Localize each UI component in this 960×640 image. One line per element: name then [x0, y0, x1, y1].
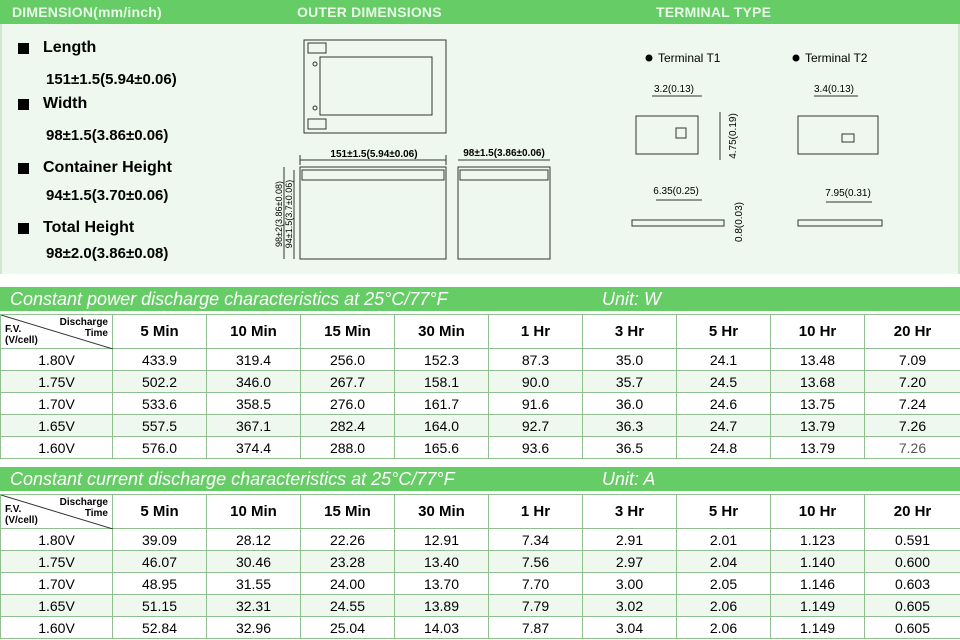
value-cell: 24.1	[677, 349, 771, 371]
column-header: 5 Hr	[677, 495, 771, 529]
value-cell: 557.5	[113, 415, 207, 437]
value-cell: 282.4	[301, 415, 395, 437]
table-row	[1, 415, 960, 437]
container-height-dimension-label: 94±1.5(3.7±0.06)	[284, 179, 294, 249]
terminal-t1-drawing	[636, 96, 720, 160]
corner-label-time: Time	[84, 328, 108, 339]
value-cell: 7.26	[865, 415, 960, 437]
value-cell: 256.0	[301, 349, 395, 371]
table-row	[1, 573, 960, 595]
spec-value: 98±1.5(3.86±0.06)	[46, 127, 169, 144]
value-cell: 1.123	[771, 529, 865, 551]
t1-side-dimension: 4.75(0.19)	[728, 113, 739, 159]
column-header: 3 Hr	[583, 315, 677, 349]
dimension-panel	[0, 24, 960, 274]
outer-dimensions-heading: OUTER DIMENSIONS	[297, 4, 442, 20]
value-cell: 25.04	[301, 617, 395, 639]
terminal-t2-drawing	[798, 96, 878, 154]
value-cell: 91.6	[489, 393, 583, 415]
value-cell: 7.26	[865, 437, 960, 459]
column-header: 5 Min	[113, 495, 207, 529]
technical-drawings	[2, 24, 960, 274]
fv-cell: 1.80V	[1, 349, 113, 371]
value-cell: 3.02	[583, 595, 677, 617]
t1-bottom-dimension: 6.35(0.25)	[653, 186, 699, 197]
spec-value: 98±2.0(3.86±0.08)	[46, 245, 169, 262]
battery-front-view	[284, 155, 446, 259]
value-cell: 358.5	[207, 393, 301, 415]
fv-cell: 1.70V	[1, 393, 113, 415]
spec-label: Length	[43, 39, 97, 56]
fv-cell: 1.75V	[1, 551, 113, 573]
value-cell: 24.5	[677, 371, 771, 393]
value-cell: 31.55	[207, 573, 301, 595]
value-cell: 7.79	[489, 595, 583, 617]
value-cell: 14.03	[395, 617, 489, 639]
power-section-bar	[0, 287, 960, 311]
value-cell: 35.7	[583, 371, 677, 393]
power-section-title: Constant power discharge characteristics at 25°C/77°F	[10, 289, 448, 309]
value-cell: 23.28	[301, 551, 395, 573]
value-cell: 7.87	[489, 617, 583, 639]
column-header: 1 Hr	[489, 495, 583, 529]
terminal-t2-label: Terminal T2	[805, 51, 868, 65]
value-cell: 2.04	[677, 551, 771, 573]
value-cell: 0.605	[865, 617, 960, 639]
value-cell: 1.149	[771, 595, 865, 617]
table-row	[1, 551, 960, 573]
value-cell: 39.09	[113, 529, 207, 551]
value-cell: 36.0	[583, 393, 677, 415]
battery-side-view	[458, 160, 550, 259]
fv-cell: 1.65V	[1, 415, 113, 437]
column-header: 15 Min	[301, 315, 395, 349]
terminal-t1-profile	[632, 200, 724, 226]
value-cell: 92.7	[489, 415, 583, 437]
value-cell: 433.9	[113, 349, 207, 371]
current-section-bar	[0, 467, 960, 491]
column-header: 3 Hr	[583, 495, 677, 529]
value-cell: 2.91	[583, 529, 677, 551]
t2-bottom-dimension: 7.95(0.31)	[825, 188, 871, 199]
fv-cell: 1.80V	[1, 529, 113, 551]
value-cell: 28.12	[207, 529, 301, 551]
value-cell: 2.06	[677, 617, 771, 639]
column-header: 10 Min	[207, 315, 301, 349]
column-header: 15 Min	[301, 495, 395, 529]
value-cell: 2.97	[583, 551, 677, 573]
value-cell: 158.1	[395, 371, 489, 393]
table-row	[1, 437, 960, 459]
value-cell: 152.3	[395, 349, 489, 371]
fv-cell: 1.60V	[1, 437, 113, 459]
value-cell: 502.2	[113, 371, 207, 393]
value-cell: 24.55	[301, 595, 395, 617]
value-cell: 22.26	[301, 529, 395, 551]
column-header: 10 Hr	[771, 315, 865, 349]
value-cell: 24.8	[677, 437, 771, 459]
value-cell: 2.01	[677, 529, 771, 551]
value-cell: 576.0	[113, 437, 207, 459]
value-cell: 2.05	[677, 573, 771, 595]
value-cell: 7.24	[865, 393, 960, 415]
value-cell: 2.06	[677, 595, 771, 617]
value-cell: 35.0	[583, 349, 677, 371]
value-cell: 24.7	[677, 415, 771, 437]
value-cell: 36.3	[583, 415, 677, 437]
fv-cell: 1.75V	[1, 371, 113, 393]
table-row	[1, 371, 960, 393]
value-cell: 30.46	[207, 551, 301, 573]
power-section-unit: Unit: W	[602, 289, 662, 309]
fv-cell: 1.60V	[1, 617, 113, 639]
value-cell: 319.4	[207, 349, 301, 371]
value-cell: 13.79	[771, 415, 865, 437]
value-cell: 164.0	[395, 415, 489, 437]
corner-label-vcell: (V/cell)	[5, 335, 38, 346]
value-cell: 87.3	[489, 349, 583, 371]
value-cell: 7.34	[489, 529, 583, 551]
width-dimension-label: 98±1.5(3.86±0.06)	[463, 148, 545, 159]
t2-top-dimension: 3.4(0.13)	[813, 84, 855, 95]
spec-value: 151±1.5(5.94±0.06)	[46, 71, 177, 88]
value-cell: 533.6	[113, 393, 207, 415]
length-dimension-label: 151±1.5(5.94±0.06)	[330, 149, 418, 160]
column-header: 10 Hr	[771, 495, 865, 529]
t1-thickness-dimension: 0.8(0.03)	[734, 201, 745, 243]
value-cell: 13.48	[771, 349, 865, 371]
column-header: 10 Min	[207, 495, 301, 529]
fv-cell: 1.65V	[1, 595, 113, 617]
value-cell: 46.07	[113, 551, 207, 573]
value-cell: 12.91	[395, 529, 489, 551]
table-header-row	[1, 315, 960, 349]
value-cell: 0.603	[865, 573, 960, 595]
value-cell: 288.0	[301, 437, 395, 459]
value-cell: 90.0	[489, 371, 583, 393]
corner-label-fv: F.V.	[5, 504, 22, 515]
column-header: 20 Hr	[865, 495, 960, 529]
value-cell: 48.95	[113, 573, 207, 595]
spec-label: Width	[43, 95, 88, 112]
value-cell: 36.5	[583, 437, 677, 459]
value-cell: 0.605	[865, 595, 960, 617]
dimension-heading: DIMENSION(mm/inch)	[12, 4, 162, 20]
value-cell: 32.31	[207, 595, 301, 617]
value-cell: 1.140	[771, 551, 865, 573]
table-corner-cell	[1, 495, 113, 529]
value-cell: 24.00	[301, 573, 395, 595]
value-cell: 1.149	[771, 617, 865, 639]
spec-label: Total Height	[43, 219, 135, 236]
current-section-unit: Unit: A	[602, 469, 656, 489]
spec-value: 94±1.5(3.70±0.06)	[46, 187, 169, 204]
top-header-bar	[0, 0, 960, 24]
column-header: 5 Hr	[677, 315, 771, 349]
fv-cell: 1.70V	[1, 573, 113, 595]
value-cell: 3.04	[583, 617, 677, 639]
value-cell: 24.6	[677, 393, 771, 415]
total-height-dimension-label: 98±2(3.86±0.08)	[274, 181, 284, 247]
value-cell: 7.70	[489, 573, 583, 595]
table-row	[1, 595, 960, 617]
value-cell: 7.56	[489, 551, 583, 573]
value-cell: 93.6	[489, 437, 583, 459]
current-discharge-table	[0, 494, 960, 639]
spec-label: Container Height	[43, 159, 172, 176]
value-cell: 0.591	[865, 529, 960, 551]
table-row	[1, 529, 960, 551]
table-row	[1, 349, 960, 371]
value-cell: 52.84	[113, 617, 207, 639]
table-row	[1, 617, 960, 639]
value-cell: 32.96	[207, 617, 301, 639]
column-header: 30 Min	[395, 315, 489, 349]
power-discharge-table	[0, 314, 960, 459]
bullet-icon	[793, 55, 800, 62]
value-cell: 165.6	[395, 437, 489, 459]
table-header-row	[1, 495, 960, 529]
value-cell: 13.89	[395, 595, 489, 617]
value-cell: 7.20	[865, 371, 960, 393]
value-cell: 374.4	[207, 437, 301, 459]
value-cell: 346.0	[207, 371, 301, 393]
value-cell: 7.09	[865, 349, 960, 371]
corner-label-vcell: (V/cell)	[5, 515, 38, 526]
value-cell: 0.600	[865, 551, 960, 573]
table-corner-cell	[1, 315, 113, 349]
value-cell: 13.70	[395, 573, 489, 595]
column-header: 1 Hr	[489, 315, 583, 349]
value-cell: 276.0	[301, 393, 395, 415]
value-cell: 51.15	[113, 595, 207, 617]
column-header: 30 Min	[395, 495, 489, 529]
value-cell: 13.68	[771, 371, 865, 393]
column-header: 5 Min	[113, 315, 207, 349]
value-cell: 267.7	[301, 371, 395, 393]
terminal-type-heading: TERMINAL TYPE	[656, 4, 772, 20]
value-cell: 13.75	[771, 393, 865, 415]
corner-label-time: Time	[84, 508, 108, 519]
value-cell: 367.1	[207, 415, 301, 437]
current-section-title: Constant current discharge characteristics at 25°C/77°F	[10, 469, 455, 489]
column-header: 20 Hr	[865, 315, 960, 349]
value-cell: 13.79	[771, 437, 865, 459]
corner-label-discharge: Discharge	[59, 317, 108, 328]
terminal-t2-profile	[798, 202, 882, 226]
table-row	[1, 393, 960, 415]
value-cell: 13.40	[395, 551, 489, 573]
value-cell: 161.7	[395, 393, 489, 415]
value-cell: 1.146	[771, 573, 865, 595]
t1-top-dimension: 3.2(0.13)	[653, 84, 695, 95]
bullet-icon	[646, 55, 653, 62]
corner-label-discharge: Discharge	[59, 497, 108, 508]
terminal-t1-label: Terminal T1	[658, 51, 721, 65]
battery-top-view	[304, 40, 446, 133]
corner-label-fv: F.V.	[5, 324, 22, 335]
value-cell: 3.00	[583, 573, 677, 595]
